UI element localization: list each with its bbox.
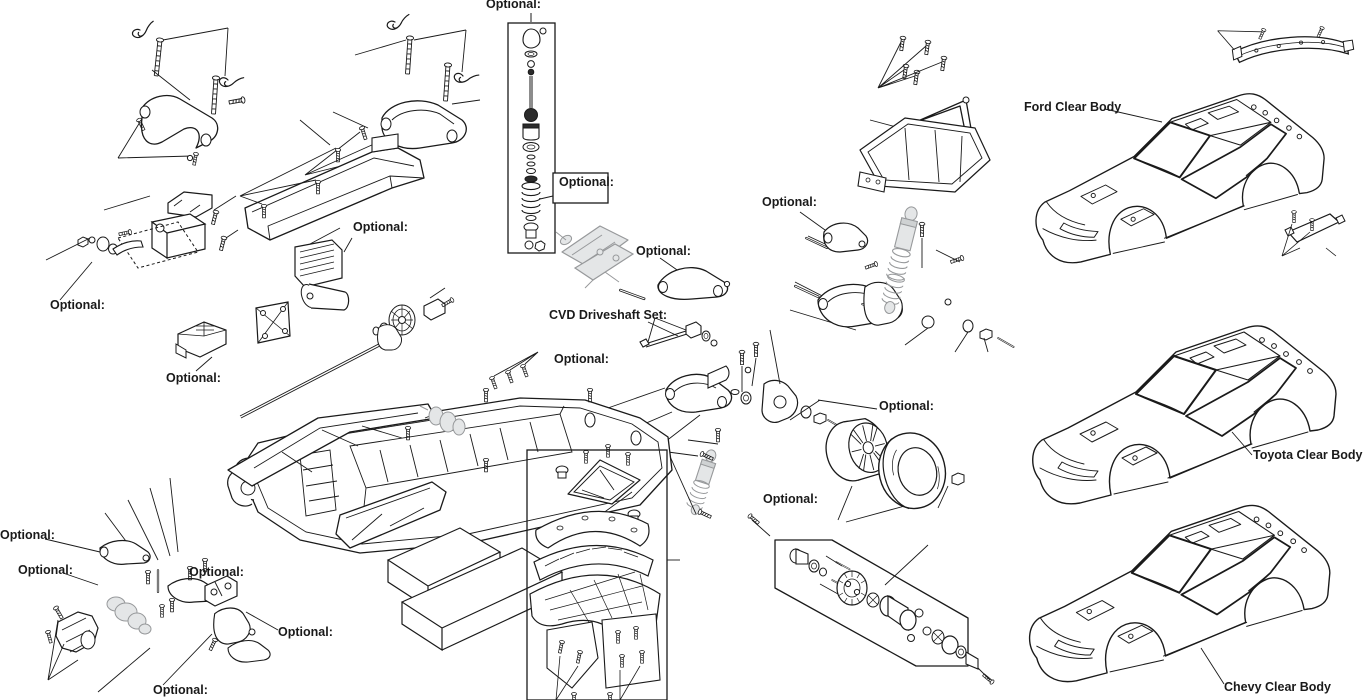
- steering-assembly-gray-group: [556, 226, 633, 288]
- label-rear-suspension-optional: Optional:: [762, 195, 817, 209]
- bellcrank-knuckle-group: [45, 478, 278, 692]
- label-steering-knuckle-optional: Optional:: [153, 683, 208, 697]
- label-motor-mount-optional: Optional:: [353, 220, 408, 234]
- cvd-driveshaft-group: [640, 318, 717, 347]
- ford-clear-body-drawing: [1036, 94, 1324, 263]
- label-steering-link-b-optional: Optional:: [18, 563, 73, 577]
- front-upper-arm-optional-group: [619, 258, 729, 300]
- rear-body-mount-group: [858, 36, 990, 192]
- label-chevy-clear-body: Chevy Clear Body: [1224, 680, 1331, 694]
- label-steering-link-a-optional: Optional:: [0, 528, 55, 542]
- label-front-lower-arm-optional: Optional:: [554, 352, 609, 366]
- rear-suspension-group: [790, 205, 1014, 352]
- label-toyota-clear-body: Toyota Clear Body: [1253, 448, 1363, 462]
- label-shock-spring-optional: Optional:: [559, 175, 614, 189]
- label-speed-control-optional: Optional:: [166, 371, 221, 385]
- motor-transmission-group: [240, 228, 455, 418]
- chevy-clear-body-drawing: [1030, 505, 1330, 684]
- label-wheel-set-optional: Optional:: [879, 399, 934, 413]
- differential-box-group: [747, 513, 995, 685]
- label-tire-set-optional: Optional:: [763, 492, 818, 506]
- label-caster-block-optional: Optional:: [278, 625, 333, 639]
- label-bellcrank-optional: Optional:: [189, 565, 244, 579]
- front-upper-arm-group: [118, 21, 245, 165]
- label-ford-clear-body: Ford Clear Body: [1024, 100, 1122, 114]
- label-front-upper-arm-optional: Optional:: [636, 244, 691, 258]
- steering-servo-group: [46, 192, 238, 300]
- rear-spoiler-group: [1216, 19, 1356, 70]
- label-steering-servo-optional: Optional:: [50, 298, 105, 312]
- toyota-clear-body-drawing: [1033, 326, 1336, 504]
- shock-absorber-box-group: [508, 13, 608, 253]
- front-shock-gray-group: [668, 448, 720, 520]
- label-cvd-driveshaft-set: CVD Driveshaft Set:: [549, 308, 668, 322]
- label-shock-assembly-optional: Optional:: [486, 0, 541, 11]
- speed-control-group: [176, 322, 226, 371]
- ford-side-brace-group: [1282, 211, 1345, 256]
